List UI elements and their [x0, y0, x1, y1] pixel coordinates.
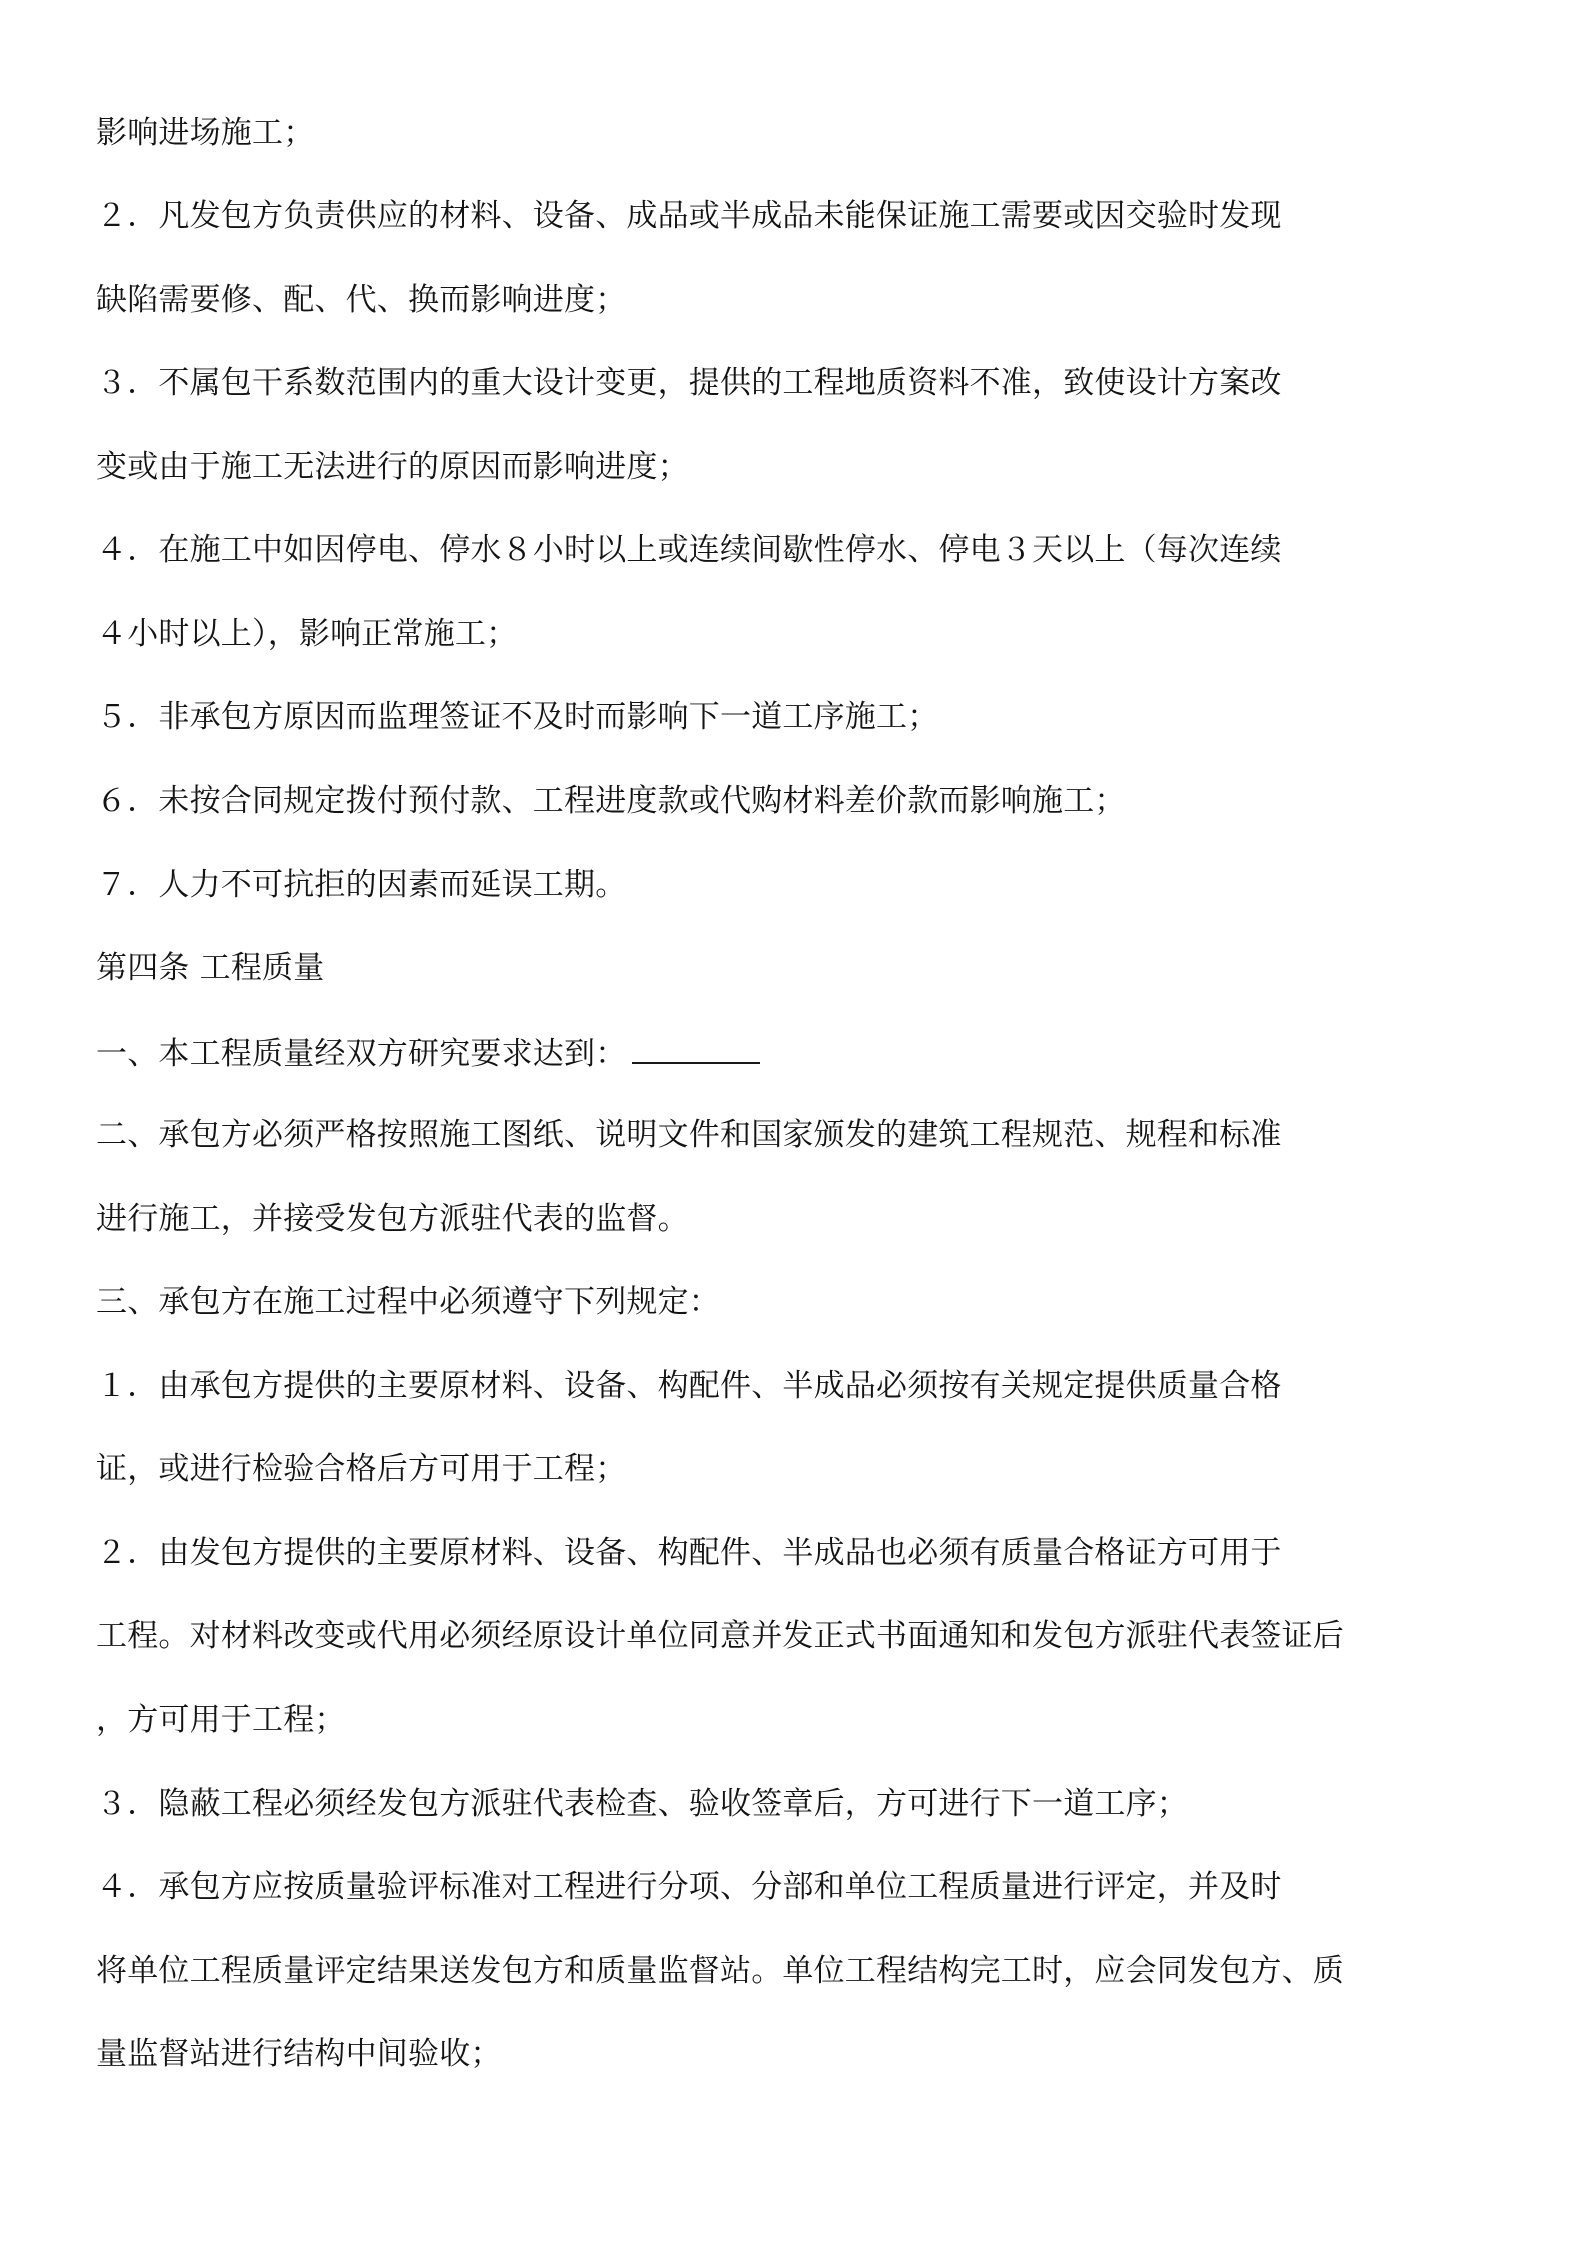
- text-line: ４．承包方应按质量验评标准对工程进行分项、分部和单位工程质量进行评定，并及时: [96, 1869, 1282, 1905]
- text-line: 证，或进行检验合格后方可用于工程；: [96, 1451, 627, 1487]
- text-line: ６．未按合同规定拨付预付款、工程进度款或代购材料差价款而影响施工；: [96, 783, 1126, 819]
- text-line: 变或由于施工无法进行的原因而影响进度；: [96, 449, 689, 485]
- text-line: 一、本工程质量经双方研究要求达到：: [96, 1036, 627, 1072]
- text-line: 三、承包方在施工过程中必须遵守下列规定：: [96, 1284, 720, 1320]
- text-line: 量监督站进行结构中间验收；: [96, 2036, 502, 2072]
- text-line: ４．在施工中如因停电、停水８小时以上或连续间歇性停水、停电３天以上（每次连续: [96, 532, 1282, 568]
- text-line: ３．不属包干系数范围内的重大设计变更，提供的工程地质资料不准，致使设计方案改: [96, 365, 1282, 401]
- text-line: 将单位工程质量评定结果送发包方和质量监督站。单位工程结构完工时，应会同发包方、质: [96, 1953, 1344, 1989]
- text-line: ，方可用于工程；: [96, 1702, 346, 1738]
- section-heading: 第四条 工程质量: [96, 950, 325, 986]
- quality-requirement-line: [96, 1032, 760, 1074]
- text-line: ２．凡发包方负责供应的材料、设备、成品或半成品未能保证施工需要或因交验时发现: [96, 198, 1282, 234]
- text-line: 影响进场施工；: [96, 115, 315, 151]
- text-line: 工程。对材料改变或代用必须经原设计单位同意并发正式书面通知和发包方派驻代表签证后: [96, 1618, 1344, 1654]
- text-line: ４小时以上），影响正常施工；: [96, 616, 518, 652]
- text-line: 进行施工，并接受发包方派驻代表的监督。: [96, 1201, 689, 1237]
- text-line: １．由承包方提供的主要原材料、设备、构配件、半成品必须按有关规定提供质量合格: [96, 1368, 1282, 1404]
- text-line: ５．非承包方原因而监理签证不及时而影响下一道工序施工；: [96, 699, 939, 735]
- fill-in-blank[interactable]: [632, 1032, 760, 1064]
- text-line: ２．由发包方提供的主要原材料、设备、构配件、半成品也必须有质量合格证方可用于: [96, 1535, 1282, 1571]
- text-line: ３．隐蔽工程必须经发包方派驻代表检查、验收签章后，方可进行下一道工序；: [96, 1786, 1188, 1822]
- text-line: 二、承包方必须严格按照施工图纸、说明文件和国家颁发的建筑工程规范、规程和标准: [96, 1117, 1282, 1153]
- text-line: ７．人力不可抗拒的因素而延误工期。: [96, 867, 627, 903]
- text-line: 缺陷需要修、配、代、换而影响进度；: [96, 282, 627, 318]
